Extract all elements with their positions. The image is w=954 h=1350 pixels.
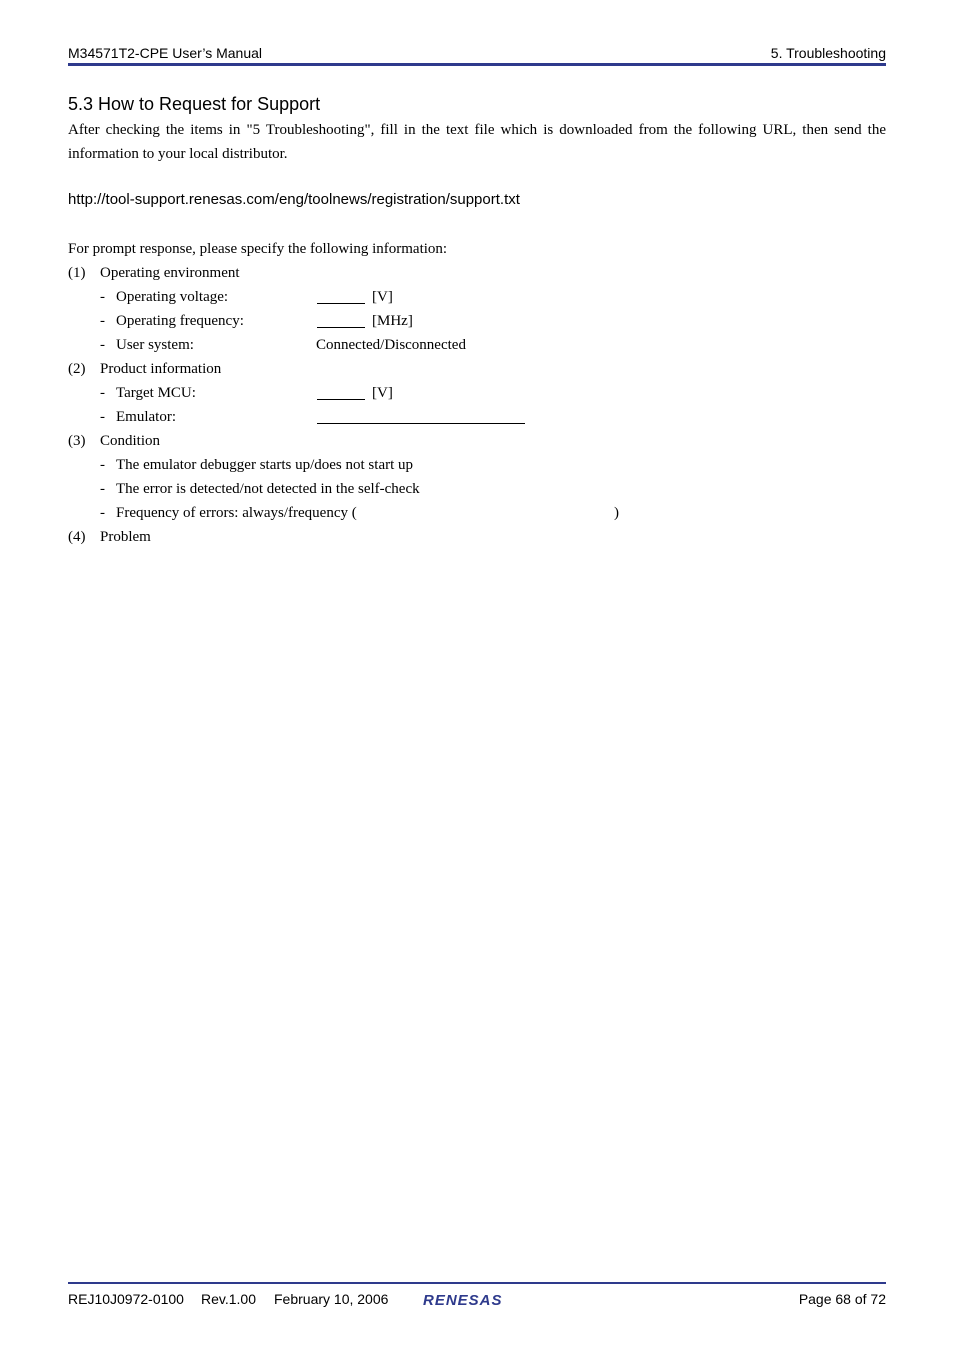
renesas-logo bbox=[421, 1288, 533, 1310]
publication-date: February 10, 2006 bbox=[274, 1291, 389, 1307]
condition-startup: The emulator debugger starts up/does not start up bbox=[116, 457, 414, 473]
bullet-dash: - bbox=[100, 385, 105, 401]
header-rule bbox=[68, 63, 886, 66]
item-number: (1) bbox=[68, 265, 86, 281]
revision: Rev.1.00 bbox=[201, 1291, 256, 1307]
target-mcu-label: Target MCU: bbox=[116, 385, 196, 401]
bullet-dash: - bbox=[100, 313, 105, 329]
item-number: (2) bbox=[68, 361, 86, 377]
bullet-dash: - bbox=[100, 337, 105, 353]
operating-voltage-blank bbox=[317, 303, 365, 304]
item-number: (3) bbox=[68, 433, 86, 449]
manual-title: M34571T2-CPE User’s Manual bbox=[68, 45, 263, 61]
item-heading-product-information: Product information bbox=[100, 361, 222, 377]
item-heading-problem: Problem bbox=[100, 529, 151, 545]
bullet-dash: - bbox=[100, 505, 105, 521]
intro-paragraph: After checking the items in "5 Troubleshooting", fill in the text file which is downloaded from the following URL, then send the information to your local distributor. bbox=[68, 122, 886, 162]
operating-frequency-blank bbox=[317, 327, 365, 328]
bullet-dash: - bbox=[100, 457, 105, 473]
item-heading-operating-environment: Operating environment bbox=[100, 265, 240, 281]
target-mcu-unit: [V] bbox=[372, 385, 393, 401]
support-url-link[interactable]: http://tool-support.renesas.com/eng/toolnews/registration/support.txt bbox=[68, 191, 520, 208]
target-mcu-blank bbox=[317, 399, 365, 400]
emulator-blank bbox=[317, 423, 525, 424]
item-heading-condition: Condition bbox=[100, 433, 161, 449]
section-title: 5.3 How to Request for Support bbox=[68, 94, 321, 114]
user-system-label: User system: bbox=[116, 337, 194, 353]
bullet-dash: - bbox=[100, 289, 105, 305]
bullet-dash: - bbox=[100, 481, 105, 497]
emulator-label: Emulator: bbox=[116, 409, 176, 425]
operating-voltage-label: Operating voltage: bbox=[116, 289, 229, 305]
item-number: (4) bbox=[68, 529, 86, 545]
renesas-logo-text: RENESAS bbox=[423, 1292, 503, 1309]
condition-self-check: The error is detected/not detected in the self-check bbox=[116, 481, 420, 497]
footer-rule bbox=[68, 1282, 886, 1284]
chapter-title: 5. Troubleshooting bbox=[770, 45, 886, 61]
operating-frequency-unit: [MHz] bbox=[372, 313, 413, 329]
condition-error-frequency-close: ) bbox=[614, 505, 619, 521]
operating-frequency-label: Operating frequency: bbox=[116, 313, 244, 329]
prompt-intro: For prompt response, please specify the following information: bbox=[68, 241, 448, 257]
document-id: REJ10J0972-0100 bbox=[68, 1291, 184, 1307]
user-system-value: Connected/Disconnected bbox=[316, 337, 466, 353]
condition-error-frequency: Frequency of errors: always/frequency ( bbox=[116, 505, 357, 521]
bullet-dash: - bbox=[100, 409, 105, 425]
page-number: Page 68 of 72 bbox=[798, 1291, 886, 1307]
operating-voltage-unit: [V] bbox=[372, 289, 393, 305]
